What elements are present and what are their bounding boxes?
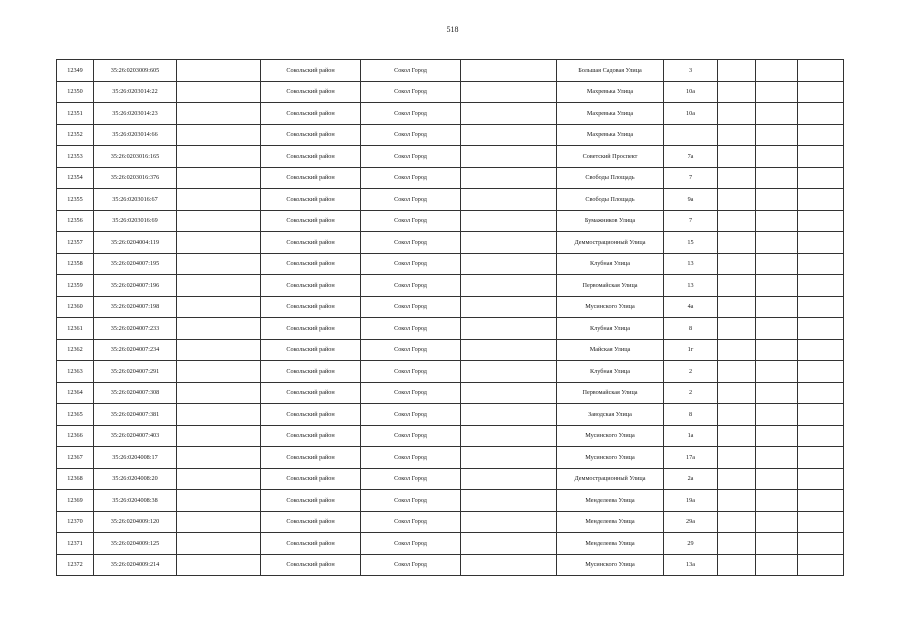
street-cell: Свободы Площадь: [557, 189, 664, 211]
street-cell: Клубная Улица: [557, 361, 664, 383]
blank-cell: [461, 468, 557, 490]
house-number-cell: 2: [664, 382, 718, 404]
city-cell: Сокол Город: [361, 296, 461, 318]
row-number-cell: 12358: [57, 253, 94, 275]
blank-cell: [798, 404, 844, 426]
blank-cell: [461, 447, 557, 469]
blank-cell: [177, 103, 261, 125]
city-cell: Сокол Город: [361, 232, 461, 254]
house-number-cell: 29: [664, 533, 718, 555]
table-row: [57, 210, 844, 232]
street-cell: Менделеева Улица: [557, 533, 664, 555]
blank-cell: [177, 404, 261, 426]
blank-cell: [461, 253, 557, 275]
blank-cell: [177, 425, 261, 447]
house-number-cell: 13а: [664, 554, 718, 576]
row-number-cell: 12352: [57, 124, 94, 146]
house-number-cell: 13: [664, 253, 718, 275]
blank-cell: [461, 490, 557, 512]
street-cell: Клубная Улица: [557, 318, 664, 340]
table-row: [57, 167, 844, 189]
district-cell: Сокольский район: [261, 296, 361, 318]
row-number-cell: 12357: [57, 232, 94, 254]
city-cell: Сокол Город: [361, 253, 461, 275]
city-cell: Сокол Город: [361, 318, 461, 340]
street-cell: Первомайская Улица: [557, 275, 664, 297]
table-row: [57, 554, 844, 576]
blank-cell: [756, 554, 798, 576]
district-cell: Сокольский район: [261, 404, 361, 426]
cadastral-number-cell: 35:26:0203014:66: [94, 124, 177, 146]
house-number-cell: 2: [664, 361, 718, 383]
blank-cell: [461, 296, 557, 318]
house-number-cell: 2а: [664, 468, 718, 490]
street-cell: Мусинского Улица: [557, 425, 664, 447]
city-cell: Сокол Город: [361, 339, 461, 361]
blank-cell: [718, 490, 756, 512]
row-number-cell: 12370: [57, 511, 94, 533]
blank-cell: [798, 554, 844, 576]
blank-cell: [177, 296, 261, 318]
table-row: [57, 361, 844, 383]
blank-cell: [177, 232, 261, 254]
street-cell: Махревька Улица: [557, 81, 664, 103]
table-row: [57, 425, 844, 447]
blank-cell: [718, 146, 756, 168]
cadastral-number-cell: 35:26:0204007:196: [94, 275, 177, 297]
table-row: [57, 296, 844, 318]
cadastral-number-cell: 35:26:0204007:233: [94, 318, 177, 340]
blank-cell: [798, 275, 844, 297]
blank-cell: [756, 232, 798, 254]
row-number-cell: 12368: [57, 468, 94, 490]
blank-cell: [461, 103, 557, 125]
city-cell: Сокол Город: [361, 189, 461, 211]
table-row: [57, 275, 844, 297]
table-row: [57, 124, 844, 146]
city-cell: Сокол Город: [361, 275, 461, 297]
cadastral-number-cell: 35:26:0203016:165: [94, 146, 177, 168]
city-cell: Сокол Город: [361, 361, 461, 383]
blank-cell: [756, 425, 798, 447]
row-number-cell: 12367: [57, 447, 94, 469]
blank-cell: [177, 210, 261, 232]
house-number-cell: [664, 124, 718, 146]
row-number-cell: 12349: [57, 60, 94, 82]
city-cell: Сокол Город: [361, 511, 461, 533]
blank-cell: [177, 60, 261, 82]
table-row: [57, 146, 844, 168]
blank-cell: [756, 275, 798, 297]
row-number-cell: 12361: [57, 318, 94, 340]
blank-cell: [756, 447, 798, 469]
blank-cell: [177, 447, 261, 469]
cadastral-number-cell: 35:26:0204007:308: [94, 382, 177, 404]
district-cell: Сокольский район: [261, 60, 361, 82]
cadastral-number-cell: 35:26:0204007:403: [94, 425, 177, 447]
table-row: [57, 511, 844, 533]
row-number-cell: 12363: [57, 361, 94, 383]
street-cell: Заводская Улица: [557, 404, 664, 426]
table-row: [57, 339, 844, 361]
city-cell: Сокол Город: [361, 146, 461, 168]
blank-cell: [756, 361, 798, 383]
blank-cell: [756, 468, 798, 490]
blank-cell: [177, 511, 261, 533]
cadastral-number-cell: 35:26:0204007:381: [94, 404, 177, 426]
blank-cell: [177, 468, 261, 490]
district-cell: Сокольский район: [261, 189, 361, 211]
blank-cell: [177, 339, 261, 361]
house-number-cell: 19а: [664, 490, 718, 512]
blank-cell: [756, 146, 798, 168]
cadastral-number-cell: 35:26:0203016:69: [94, 210, 177, 232]
city-cell: Сокол Город: [361, 533, 461, 555]
blank-cell: [461, 425, 557, 447]
table-row: [57, 318, 844, 340]
city-cell: Сокол Город: [361, 447, 461, 469]
district-cell: Сокольский район: [261, 124, 361, 146]
row-number-cell: 12353: [57, 146, 94, 168]
blank-cell: [461, 511, 557, 533]
street-cell: Клубная Улица: [557, 253, 664, 275]
blank-cell: [718, 447, 756, 469]
cadastral-number-cell: 35:26:0203009:605: [94, 60, 177, 82]
blank-cell: [718, 404, 756, 426]
city-cell: Сокол Город: [361, 81, 461, 103]
blank-cell: [461, 189, 557, 211]
blank-cell: [461, 81, 557, 103]
street-cell: Майская Улица: [557, 339, 664, 361]
city-cell: Сокол Город: [361, 382, 461, 404]
city-cell: Сокол Город: [361, 60, 461, 82]
blank-cell: [461, 60, 557, 82]
table-row: [57, 103, 844, 125]
blank-cell: [798, 81, 844, 103]
row-number-cell: 12355: [57, 189, 94, 211]
street-cell: Большая Садовая Улица: [557, 60, 664, 82]
blank-cell: [177, 554, 261, 576]
blank-cell: [718, 511, 756, 533]
district-cell: Сокольский район: [261, 81, 361, 103]
blank-cell: [177, 361, 261, 383]
street-cell: Махревька Улица: [557, 124, 664, 146]
blank-cell: [718, 361, 756, 383]
blank-cell: [798, 146, 844, 168]
blank-cell: [177, 490, 261, 512]
blank-cell: [177, 533, 261, 555]
blank-cell: [798, 210, 844, 232]
cadastral-number-cell: 35:26:0204009:214: [94, 554, 177, 576]
street-cell: Деммострационный Улица: [557, 232, 664, 254]
street-cell: Свободы Площадь: [557, 167, 664, 189]
cadastral-number-cell: 35:26:0204008:20: [94, 468, 177, 490]
blank-cell: [756, 81, 798, 103]
street-cell: Бумажников Улица: [557, 210, 664, 232]
street-cell: Мусинского Улица: [557, 447, 664, 469]
blank-cell: [718, 232, 756, 254]
blank-cell: [461, 339, 557, 361]
row-number-cell: 12351: [57, 103, 94, 125]
district-cell: Сокольский район: [261, 167, 361, 189]
city-cell: Сокол Город: [361, 554, 461, 576]
cadastral-number-cell: 35:26:0204007:234: [94, 339, 177, 361]
blank-cell: [461, 361, 557, 383]
blank-cell: [461, 275, 557, 297]
table-row: [57, 189, 844, 211]
blank-cell: [177, 318, 261, 340]
blank-cell: [756, 318, 798, 340]
blank-cell: [718, 275, 756, 297]
street-cell: Мусинского Улица: [557, 296, 664, 318]
blank-cell: [718, 124, 756, 146]
street-cell: Советский Проспект: [557, 146, 664, 168]
blank-cell: [756, 60, 798, 82]
district-cell: Сокольский район: [261, 210, 361, 232]
page-number: 518: [446, 25, 459, 34]
blank-cell: [718, 533, 756, 555]
cadastral-number-cell: 35:26:0203014:22: [94, 81, 177, 103]
blank-cell: [718, 167, 756, 189]
city-cell: Сокол Город: [361, 468, 461, 490]
row-number-cell: 12359: [57, 275, 94, 297]
registry-table-body: [57, 60, 844, 576]
house-number-cell: 10а: [664, 81, 718, 103]
house-number-cell: 13: [664, 275, 718, 297]
blank-cell: [798, 490, 844, 512]
blank-cell: [177, 167, 261, 189]
district-cell: Сокольский район: [261, 318, 361, 340]
table-row: [57, 60, 844, 82]
blank-cell: [756, 490, 798, 512]
house-number-cell: 7а: [664, 146, 718, 168]
cadastral-number-cell: 35:26:0204008:17: [94, 447, 177, 469]
blank-cell: [177, 124, 261, 146]
blank-cell: [798, 318, 844, 340]
row-number-cell: 12362: [57, 339, 94, 361]
city-cell: Сокол Город: [361, 167, 461, 189]
cadastral-number-cell: 35:26:0204007:291: [94, 361, 177, 383]
row-number-cell: 12372: [57, 554, 94, 576]
blank-cell: [798, 425, 844, 447]
street-cell: Деммострационный Улица: [557, 468, 664, 490]
blank-cell: [798, 361, 844, 383]
cadastral-number-cell: 35:26:0204007:198: [94, 296, 177, 318]
row-number-cell: 12365: [57, 404, 94, 426]
blank-cell: [798, 339, 844, 361]
house-number-cell: 4а: [664, 296, 718, 318]
row-number-cell: 12350: [57, 81, 94, 103]
blank-cell: [718, 81, 756, 103]
blank-cell: [798, 189, 844, 211]
cadastral-number-cell: 35:26:0203016:376: [94, 167, 177, 189]
blank-cell: [756, 189, 798, 211]
blank-cell: [461, 554, 557, 576]
district-cell: Сокольский район: [261, 339, 361, 361]
district-cell: Сокольский район: [261, 361, 361, 383]
cadastral-number-cell: 35:26:0203016:67: [94, 189, 177, 211]
city-cell: Сокол Город: [361, 490, 461, 512]
district-cell: Сокольский район: [261, 275, 361, 297]
blank-cell: [177, 253, 261, 275]
blank-cell: [756, 511, 798, 533]
blank-cell: [177, 382, 261, 404]
row-number-cell: 12371: [57, 533, 94, 555]
blank-cell: [798, 124, 844, 146]
table-row: [57, 81, 844, 103]
blank-cell: [461, 533, 557, 555]
blank-cell: [177, 81, 261, 103]
blank-cell: [756, 382, 798, 404]
row-number-cell: 12369: [57, 490, 94, 512]
row-number-cell: 12366: [57, 425, 94, 447]
blank-cell: [798, 253, 844, 275]
blank-cell: [461, 318, 557, 340]
city-cell: Сокол Город: [361, 124, 461, 146]
district-cell: Сокольский район: [261, 232, 361, 254]
blank-cell: [718, 60, 756, 82]
table-row: [57, 447, 844, 469]
blank-cell: [718, 210, 756, 232]
blank-cell: [718, 468, 756, 490]
district-cell: Сокольский район: [261, 447, 361, 469]
city-cell: Сокол Город: [361, 425, 461, 447]
district-cell: Сокольский район: [261, 490, 361, 512]
blank-cell: [756, 210, 798, 232]
blank-cell: [798, 167, 844, 189]
blank-cell: [461, 167, 557, 189]
blank-cell: [718, 425, 756, 447]
blank-cell: [718, 189, 756, 211]
district-cell: Сокольский район: [261, 468, 361, 490]
blank-cell: [461, 232, 557, 254]
district-cell: Сокольский район: [261, 253, 361, 275]
table-row: [57, 468, 844, 490]
table-row: [57, 490, 844, 512]
table-row: [57, 382, 844, 404]
blank-cell: [798, 468, 844, 490]
city-cell: Сокол Город: [361, 103, 461, 125]
house-number-cell: 17а: [664, 447, 718, 469]
cadastral-number-cell: 35:26:0204009:120: [94, 511, 177, 533]
blank-cell: [718, 103, 756, 125]
table-row: [57, 533, 844, 555]
blank-cell: [756, 339, 798, 361]
house-number-cell: 15: [664, 232, 718, 254]
blank-cell: [718, 339, 756, 361]
blank-cell: [798, 447, 844, 469]
registry-table: [56, 59, 844, 576]
blank-cell: [461, 124, 557, 146]
blank-cell: [798, 232, 844, 254]
blank-cell: [756, 253, 798, 275]
cadastral-number-cell: 35:26:0203014:23: [94, 103, 177, 125]
house-number-cell: 3: [664, 60, 718, 82]
blank-cell: [756, 296, 798, 318]
district-cell: Сокольский район: [261, 146, 361, 168]
district-cell: Сокольский район: [261, 533, 361, 555]
cadastral-number-cell: 35:26:0204007:195: [94, 253, 177, 275]
blank-cell: [718, 253, 756, 275]
district-cell: Сокольский район: [261, 425, 361, 447]
house-number-cell: 29а: [664, 511, 718, 533]
row-number-cell: 12356: [57, 210, 94, 232]
cadastral-number-cell: 35:26:0204009:125: [94, 533, 177, 555]
blank-cell: [798, 382, 844, 404]
blank-cell: [461, 382, 557, 404]
cadastral-number-cell: 35:26:0204004:119: [94, 232, 177, 254]
cadastral-number-cell: 35:26:0204008:38: [94, 490, 177, 512]
row-number-cell: 12364: [57, 382, 94, 404]
blank-cell: [461, 146, 557, 168]
row-number-cell: 12354: [57, 167, 94, 189]
blank-cell: [756, 167, 798, 189]
blank-cell: [756, 124, 798, 146]
blank-cell: [756, 404, 798, 426]
row-number-cell: 12360: [57, 296, 94, 318]
blank-cell: [798, 533, 844, 555]
table-row: [57, 253, 844, 275]
house-number-cell: 1г: [664, 339, 718, 361]
city-cell: Сокол Город: [361, 404, 461, 426]
street-cell: Махревька Улица: [557, 103, 664, 125]
district-cell: Сокольский район: [261, 554, 361, 576]
blank-cell: [718, 318, 756, 340]
house-number-cell: 7: [664, 210, 718, 232]
blank-cell: [798, 511, 844, 533]
house-number-cell: 9а: [664, 189, 718, 211]
house-number-cell: 8: [664, 318, 718, 340]
blank-cell: [798, 296, 844, 318]
district-cell: Сокольский район: [261, 511, 361, 533]
street-cell: Менделеева Улица: [557, 490, 664, 512]
house-number-cell: 1а: [664, 425, 718, 447]
city-cell: Сокол Город: [361, 210, 461, 232]
blank-cell: [798, 103, 844, 125]
house-number-cell: 8: [664, 404, 718, 426]
blank-cell: [718, 296, 756, 318]
blank-cell: [756, 533, 798, 555]
blank-cell: [718, 554, 756, 576]
district-cell: Сокольский район: [261, 382, 361, 404]
blank-cell: [461, 404, 557, 426]
blank-cell: [461, 210, 557, 232]
blank-cell: [798, 60, 844, 82]
district-cell: Сокольский район: [261, 103, 361, 125]
house-number-cell: 10а: [664, 103, 718, 125]
table-row: [57, 404, 844, 426]
blank-cell: [177, 189, 261, 211]
table-row: [57, 232, 844, 254]
blank-cell: [177, 146, 261, 168]
blank-cell: [718, 382, 756, 404]
blank-cell: [756, 103, 798, 125]
street-cell: Менделеева Улица: [557, 511, 664, 533]
street-cell: Первомайская Улица: [557, 382, 664, 404]
street-cell: Мусинского Улица: [557, 554, 664, 576]
house-number-cell: 7: [664, 167, 718, 189]
blank-cell: [177, 275, 261, 297]
